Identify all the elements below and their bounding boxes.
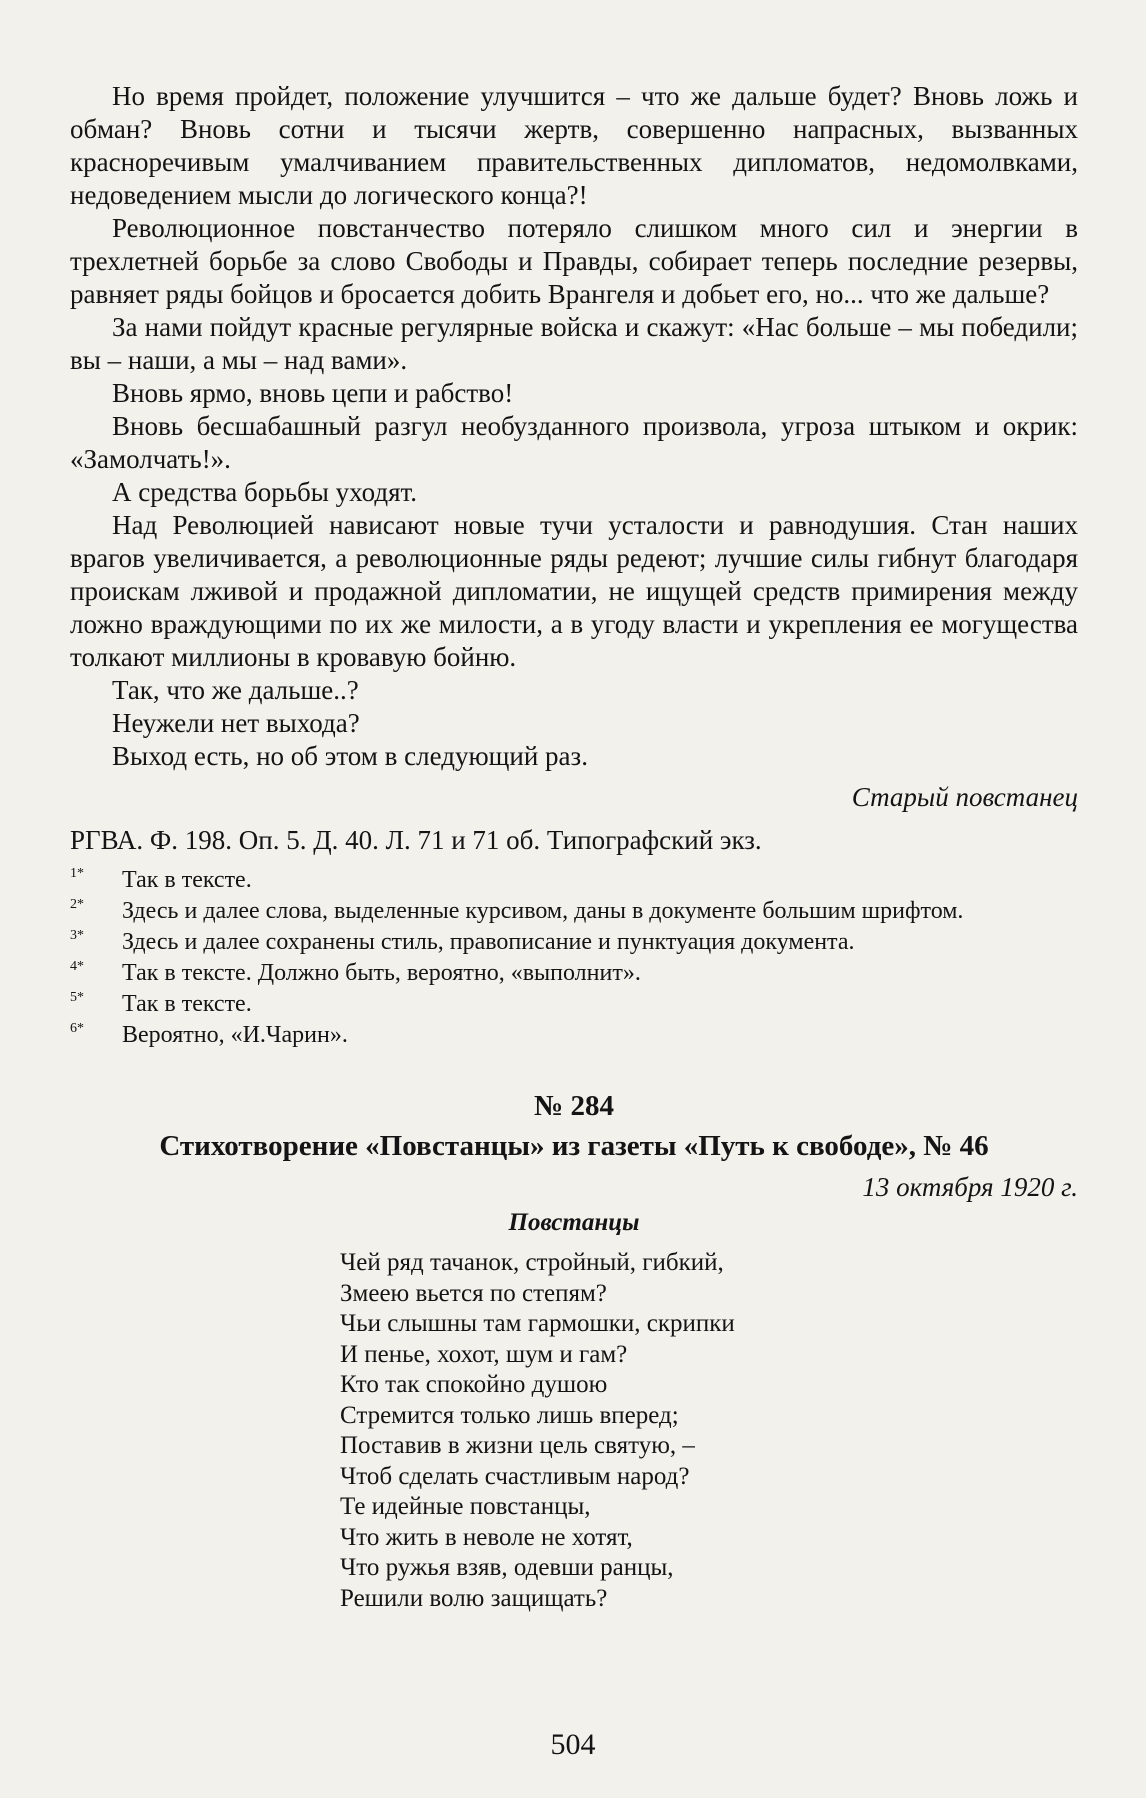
footnote-text: Так в тексте. Должно быть, вероятно, «выполнит». [122,960,641,986]
poem-line: Змеею вьется по степям? [340,1279,607,1307]
footnote [70,865,1078,896]
document-title: Стихотворение «Повстанцы» из газеты «Путь к свободе», № 46 [159,1130,989,1162]
footnotes [70,865,1078,1051]
poem-line: Чьи слышны там гармошки, скрипки [340,1310,735,1337]
document-number: № 284 [534,1090,614,1122]
poem-line: Кто так спокойно душою [340,1371,608,1398]
footnote-text: Здесь и далее слова, выделенные курсивом, даны в документе большим шрифтом. [122,898,964,924]
poem-line: И пенье, хохот, шум и гам? [340,1340,628,1368]
footnote-mark: 5* [70,990,84,1005]
footnote [70,989,1078,1020]
paragraph: Революционное повстанчество потеряло слишком много сил и энергии в трехлетней борьбе за слово Свободы и Правды, собирает теперь последние резервы, равняет ряды бойцов и бросается добить Врангеля и добьет его, но... что же дальше? [70,213,1078,309]
paragraph: Выход есть, но об этом в следующий раз. [112,741,588,771]
footnote-mark: 6* [70,1021,84,1036]
poem [70,1248,1078,1614]
footnote [70,958,1078,989]
paragraph: За нами пойдут красные регулярные войска и скажут: «Нас больше – мы победили; вы – наши, а мы – над вами». [70,312,1078,375]
footnote [70,1020,1078,1051]
poem-line: Что жить в неволе не хотят, [340,1523,633,1551]
paragraph: Над Революцией нависают новые тучи усталости и равнодушия. Стан наших врагов увеличивается, а революционные ряды редеют; лучшие силы гибнут благодаря проискам лживой и продажной дипломатии, не ищущей средств примирения между ложно враждующими по их же милости, а в угоду власти и укрепления ее могущества толкают миллионы в кровавую бойню. [70,510,1078,672]
paragraph: Вновь бесшабашный разгул необузданного произвола, угроза штыком и окрик: «Замолчать!». [70,411,1078,474]
footnote-mark: 2* [70,897,84,912]
footnote-text: Вероятно, «И.Чарин». [122,1022,348,1048]
footnote-mark: 4* [70,959,84,974]
footnote [70,896,1078,927]
paragraph: Вновь ярмо, вновь цепи и рабство! [112,378,514,408]
paragraph: Неужели нет выхода? [112,708,360,738]
footnote-mark: 1* [70,866,84,881]
footnote-mark: 3* [70,928,84,943]
poem-line: Стремится только лишь вперед; [340,1401,679,1429]
poem-line: Поставив в жизни цель святую, – [340,1432,695,1459]
poem-line: Решили волю защищать? [340,1584,608,1612]
poem-line: Те идейные повстанцы, [340,1493,591,1520]
footnote [70,927,1078,958]
poem-line: Чей ряд тачанок, стройный, гибкий, [340,1249,724,1276]
signature: Старый повстанец [851,782,1078,812]
document-date: 13 октября 1920 г. [862,1172,1078,1202]
page-number: 504 [550,1728,596,1761]
poem-line: Чтоб сделать счастливым народ? [340,1462,690,1490]
poem-line: Что ружья взяв, одевши ранцы, [340,1554,674,1581]
paragraph: Но время пройдет, положение улучшится – что же дальше будет? Вновь ложь и обман? Вновь сотни и тысячи жертв, совершенно напрасных, вызванных красноречивым умалчиванием правительственных дипломатов, недомолвками, недоведением мысли до логического конца?! [70,81,1078,210]
paragraph: Так, что же дальше..? [112,675,359,705]
poem-title: Повстанцы [508,1209,640,1236]
footnote-text: Так в тексте. [122,991,252,1017]
archive-source: РГВА. Ф. 198. Оп. 5. Д. 40. Л. 71 и 71 об. Типографский экз. [70,825,762,855]
paragraph: А средства борьбы уходят. [112,477,418,507]
footnote-text: Так в тексте. [122,867,252,893]
footnote-text: Здесь и далее сохранены стиль, правописание и пунктуация документа. [122,929,855,955]
article-body [70,80,1078,773]
